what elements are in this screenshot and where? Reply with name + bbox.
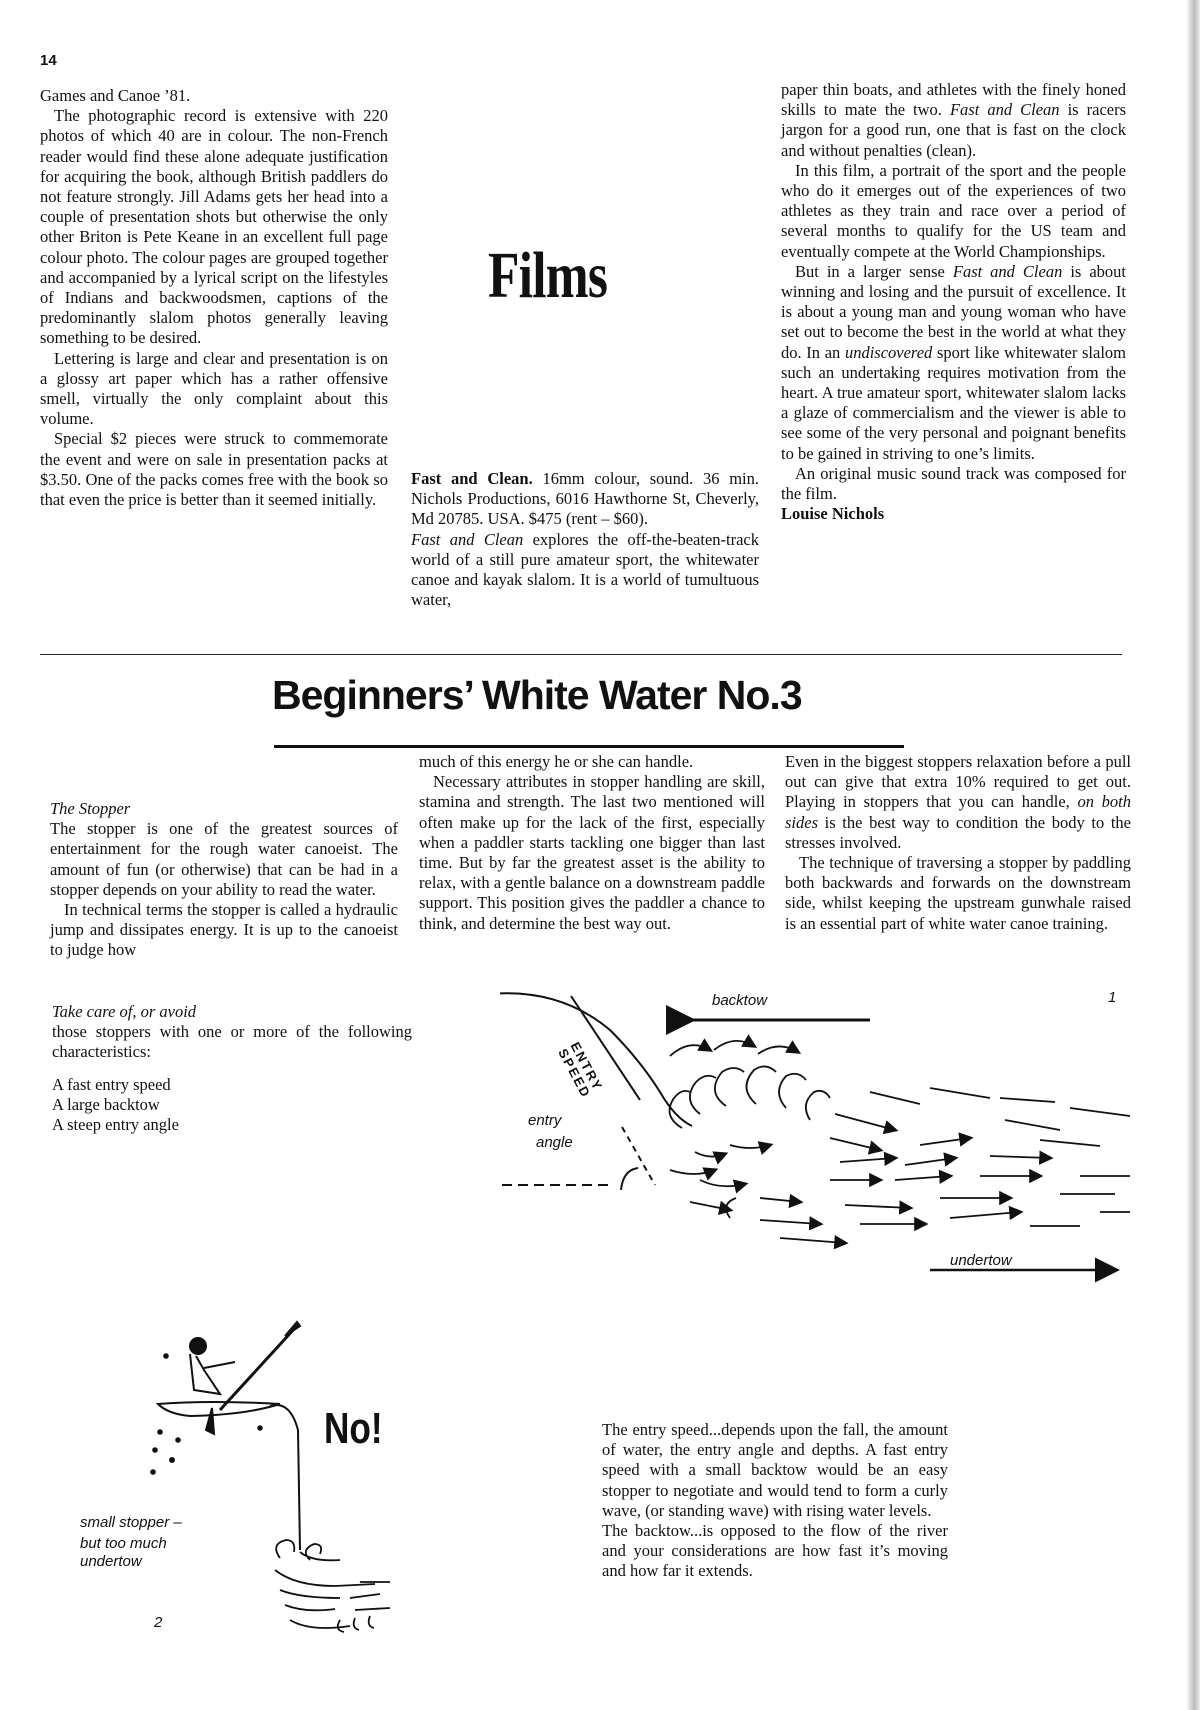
text: sport like whitewater slalom such an undertaking requires motivation from the heart. A true amateur sport, whitewater slalom lacks a glaze of commercialism and the viewer is able to see some of the very personal and poignant benefits to be gained in striving to one’s limits.	[781, 342, 1126, 463]
film-credits: 16mm colour, sound. 36 min. Nichols Productions, 6016 Hawthorne St, Cheverly, Md 20785. USA. $475 (rent – $60).	[411, 469, 759, 529]
film-title-italic: Fast and Clean	[949, 100, 1060, 120]
article-title: Beginners’ White Water No.3	[272, 672, 802, 718]
caption-line: but too much	[80, 1535, 167, 1552]
text: is about winning and losing and the pursuit of excellence. It is about a young man and young woman who have set out to become the best in the world at what they do. In an	[781, 261, 1126, 362]
page-edge-shadow	[1186, 0, 1200, 1710]
paragraph: The entry speed...depends upon the fall, the amount of water, the entry angle and depths. A fast entry speed with a small backtow would be an easy stopper to negotiate and would tend to form a curly wave, (or standing wave) with rising water levels.	[602, 1420, 948, 1520]
paragraph: An original music sound track was composed for the film.	[781, 463, 1126, 504]
paragraph: The stopper is one of the greatest sources of entertainment for the rough water canoeist. The amount of fun (or otherwise) that can be had in a stopper depends on your ability to read the water.	[50, 819, 398, 899]
page-number: 14	[40, 52, 57, 69]
article-column-1	[50, 799, 398, 961]
column-book-review	[40, 86, 388, 510]
stopper-diagram	[500, 980, 1140, 1290]
label-backtow: backtow	[712, 992, 768, 1009]
caption-line: undertow	[80, 1553, 142, 1570]
paragraph: Lettering is large and clear and presentation is on a glossy art paper which has a rather offensive smell, virtually the only complaint about this volume.	[40, 348, 388, 429]
no-exclamation: No!	[324, 1404, 383, 1453]
kayak-illustration	[150, 1320, 450, 1650]
text: Even in the biggest stoppers relaxation before a pull out can give that extra 10% required to get out. Playing in stoppers that you can handle,	[785, 752, 1131, 812]
paragraph: The technique of traversing a stopper by paddling both backwards and forwards on the downstream side, whilst keeping the upstream gunwhale raised is an essential part of white water canoe training.	[785, 853, 1131, 933]
bottom-text-block	[602, 1420, 948, 1582]
subheading-stopper: The Stopper	[50, 799, 131, 818]
paragraph: Necessary attributes in stopper handling are skill, stamina and strength. The last two mentioned will often make up for the lack of the first, especially when a paddler starts tackling one bigger than last time. But by far the greatest asset is the ability to relax, with a gentle balance on a downstream paddle support. This position gives the paddler a chance to think, and determine the best way out.	[419, 772, 765, 933]
paragraph: Games and Canoe ’81.	[40, 86, 191, 105]
film-title-italic: Fast and Clean	[952, 261, 1063, 281]
column-film-review	[781, 80, 1126, 524]
figure-number-1: 1	[1108, 989, 1117, 1006]
paragraph: In technical terms the stopper is called a hydraulic jump and dissipates energy. It is up to the canoeist to judge how	[50, 900, 398, 960]
paragraph: Special $2 pieces were struck to commemorate the event and were on sale in presentation packs at $3.50. One of the packs comes free with the book so that even the price is better than it seemed initially.	[40, 429, 388, 510]
film-title-italic: Fast and Clean	[411, 529, 524, 549]
article-column-3	[785, 752, 1131, 934]
label-angle: angle	[536, 1134, 573, 1151]
list-item: A fast entry speed	[52, 1074, 171, 1094]
label-undertow: undertow	[950, 1252, 1012, 1269]
text: is racers jargon for a good run, one that is fast on the clock and without penalties (clean).	[781, 100, 1127, 160]
avoid-intro: those stoppers with one or more of the following characteristics:	[52, 1022, 412, 1062]
paragraph: In this film, a portrait of the sport and the people who do it emerges out of the experiences of two athletes as they train and race over a period of several months to qualify for the US team and eventually compete at the World Championships.	[781, 160, 1126, 261]
label-entry: entry	[528, 1112, 562, 1129]
column-film-credits	[411, 469, 759, 610]
list-item: A steep entry angle	[52, 1115, 179, 1135]
italic-word: undiscovered	[844, 342, 933, 362]
paragraph: much of this energy he or she can handle.	[419, 752, 694, 771]
text: is the best way to condition the body to the stresses involved.	[785, 812, 1131, 852]
film-title: Fast and Clean.	[411, 469, 533, 488]
text: But in a larger sense	[795, 261, 953, 281]
film-intro: explores the off-the-beaten-track world of a still pure amateur sport, the whitewater canoe and kayak slalom. It is a world of tumultuous water,	[411, 529, 759, 610]
section-divider	[40, 654, 1122, 655]
subheading-avoid: Take care of, or avoid	[52, 1002, 197, 1021]
article-column-2	[419, 752, 765, 934]
paragraph: The photographic record is extensive with 220 photos of which 40 are in colour. The non-French reader would find these alone adequate justification for acquiring the book, although British paddlers do not feature strongly. Jill Adams gets her head into a couple of presentation shots but otherwise the only other Briton is Pete Keane in an excellent full page colour photo. The colour pages are grouped together and accompanied by a lyrical script on the lifestyles of Indians and backwoodsmen, captions of the predominantly slalom photos generally leaving something to be desired.	[40, 106, 388, 348]
title-underline	[274, 745, 904, 748]
label-entry-speed: ENTRY SPEED	[555, 1039, 606, 1101]
caption-line: small stopper –	[80, 1514, 182, 1531]
avoid-list-block	[52, 1002, 412, 1135]
author: Louise Nichols	[781, 504, 885, 524]
italic-phrase: on both sides	[785, 792, 1131, 832]
films-heading: Films	[488, 239, 608, 312]
paragraph: The backtow...is opposed to the flow of the river and your considerations are how fast it’s moving and how far it extends.	[602, 1521, 948, 1581]
figure-number-2: 2	[154, 1614, 163, 1631]
text: paper thin boats, and athletes with the finely honed skills to mate the two.	[781, 80, 1126, 120]
list-item: A large backtow	[52, 1094, 160, 1114]
